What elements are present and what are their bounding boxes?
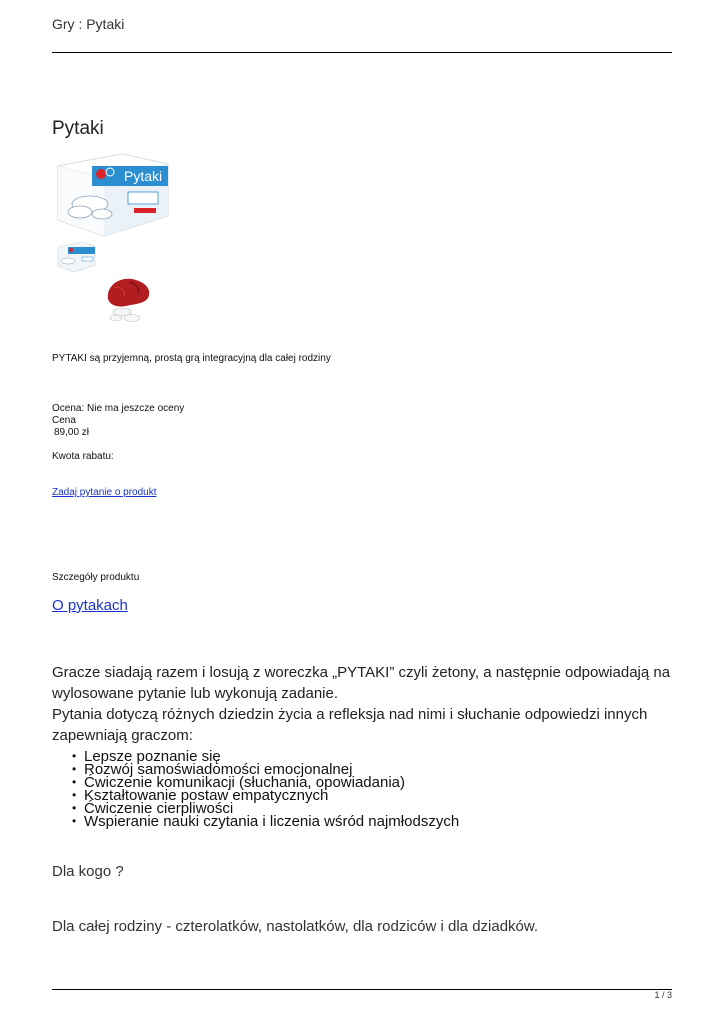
benefits-list	[72, 750, 459, 828]
product-rating: Ocena: Nie ma jeszcze oceny	[52, 403, 185, 414]
product-title: Pytaki	[52, 118, 104, 139]
description-paragraph: Gracze siadają razem i losują z woreczka „PYTAKI” czyli żetony, a następnie odpowiadają na wylosowane pytanie lub wykonują zadanie.	[52, 664, 671, 702]
audience-heading: Dla kogo ?	[52, 863, 124, 880]
description-paragraph: Pytania dotyczą różnych dziedzin życia a refleksja nad nimi i słuchanie odpowiedzi innych zapewniają graczom:	[52, 706, 648, 744]
list-item: • Wspieranie nauki czytania i liczenia wśród najmłodszych	[72, 815, 459, 828]
list-item: • Ćwiczenie cierpliwości	[72, 802, 459, 815]
description-text	[52, 662, 682, 746]
list-item: • Rozwój samoświadomości emocjonalnej	[72, 763, 459, 776]
box-brand-text: Pytaki	[124, 168, 163, 184]
product-box-image[interactable]	[52, 152, 170, 238]
page-header-title: Gry : Pytaki	[52, 16, 125, 32]
discount-label: Kwota rabatu:	[52, 451, 114, 462]
product-thumbnail-bag[interactable]	[100, 274, 156, 326]
list-item: • Kształtowanie postaw empatycznych	[72, 789, 459, 802]
list-item: • Lepsze poznanie się	[72, 750, 459, 763]
product-details-label: Szczegóły produktu	[52, 572, 140, 583]
footer-divider	[52, 989, 672, 990]
price-value: 89,00 zł	[54, 427, 90, 438]
ask-question-link[interactable]: Zadaj pytanie o produkt	[52, 487, 157, 498]
page-number: 1 / 3	[654, 990, 672, 1000]
list-item: • Ćwiczenie komunikacji (słuchania, opowiadania)	[72, 776, 459, 789]
product-thumbnail-box[interactable]	[56, 241, 96, 273]
audience-text: Dla całej rodziny - czterolatków, nastolatków, dla rodziców i dla dziadków.	[52, 918, 539, 935]
about-pytaki-link[interactable]: O pytakach	[52, 597, 128, 614]
product-intro: PYTAKI są przyjemną, prostą grą integracyjną dla całej rodziny	[52, 353, 331, 364]
price-label: Cena	[52, 415, 76, 426]
header-divider	[52, 52, 672, 53]
